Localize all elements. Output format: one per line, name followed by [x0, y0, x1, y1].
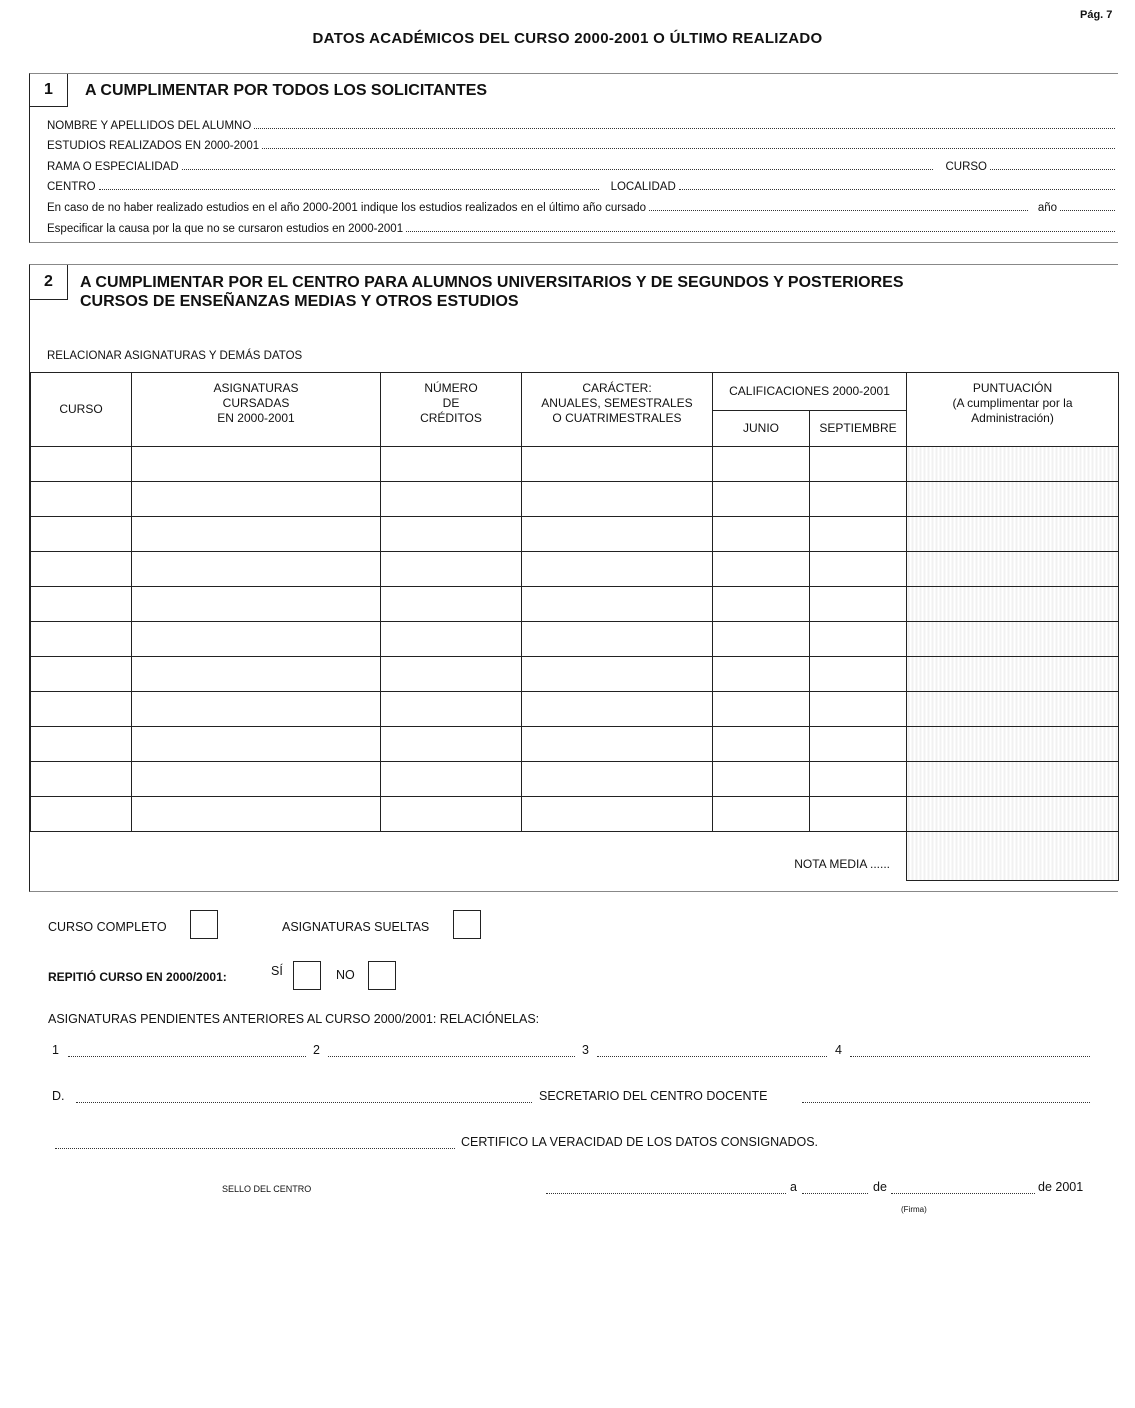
col-junio-header — [713, 411, 810, 447]
pendientes-label: ASIGNATURAS PENDIENTES ANTERIORES AL CURSO 2000/2001: RELACIÓNELAS: — [48, 1012, 540, 1026]
table-cell[interactable] — [132, 447, 381, 482]
col-calificaciones-header — [713, 373, 907, 411]
table-cell[interactable] — [907, 552, 1119, 587]
causa-dotted-line[interactable] — [406, 230, 1115, 232]
d-label: D. — [52, 1089, 65, 1103]
no-checkbox[interactable] — [368, 961, 396, 990]
table-cell[interactable] — [381, 657, 522, 692]
table-cell[interactable] — [31, 587, 132, 622]
si-label: SÍ — [271, 964, 283, 978]
table-cell[interactable] — [522, 552, 713, 587]
col-creditos-label-3: CRÉDITOS — [420, 411, 482, 425]
col-creditos-label-2: DE — [442, 396, 460, 410]
mes-line[interactable] — [891, 1192, 1035, 1194]
table-cell[interactable] — [132, 552, 381, 587]
col-caracter-label-2: ANUALES, SEMESTRALES — [541, 396, 693, 410]
table-cell[interactable] — [713, 587, 810, 622]
table-cell[interactable] — [907, 587, 1119, 622]
table-cell[interactable] — [522, 727, 713, 762]
col-creditos-label-1: NÚMERO — [424, 381, 478, 395]
dia-line[interactable] — [802, 1192, 868, 1194]
table-cell[interactable] — [381, 692, 522, 727]
table-cell[interactable] — [132, 482, 381, 517]
nota-media-label: NOTA MEDIA ...... — [794, 857, 890, 871]
estudios-field[interactable] — [47, 140, 1117, 152]
table-cell[interactable] — [713, 482, 810, 517]
table-cell[interactable] — [522, 447, 713, 482]
table-cell[interactable] — [810, 517, 907, 552]
table-cell[interactable] — [713, 517, 810, 552]
section-2-title-line1: A CUMPLIMENTAR POR EL CENTRO PARA ALUMNOS UNIVERSITARIOS Y DE SEGUNDOS Y POSTERIORES — [80, 274, 904, 291]
section-2 — [29, 264, 1118, 892]
table-cell[interactable] — [31, 447, 132, 482]
nombre-label: NOMBRE Y APELLIDOS DEL ALUMNO — [47, 120, 252, 132]
table-cell[interactable] — [132, 727, 381, 762]
curso-dotted-line[interactable] — [990, 168, 1115, 170]
pendiente-3-line[interactable] — [597, 1055, 827, 1057]
table-cell[interactable] — [132, 587, 381, 622]
section-1-title: A CUMPLIMENTAR POR TODOS LOS SOLICITANTES — [85, 82, 488, 99]
secretario-name-line[interactable] — [76, 1101, 532, 1103]
col-curso-header — [31, 373, 132, 447]
table-cell[interactable] — [522, 692, 713, 727]
table-cell[interactable] — [381, 587, 522, 622]
table-row — [31, 762, 1119, 797]
causa-field[interactable] — [47, 223, 1117, 235]
table-cell[interactable] — [381, 552, 522, 587]
table-cell[interactable] — [132, 797, 381, 832]
pendiente-1-number: 1 — [52, 1043, 59, 1057]
col-asignaturas-label-1: ASIGNATURAS — [213, 381, 299, 395]
col-septiembre-label: SEPTIEMBRE — [819, 421, 897, 435]
table-cell[interactable] — [810, 587, 907, 622]
table-cell[interactable] — [132, 692, 381, 727]
table-cell[interactable] — [907, 517, 1119, 552]
table-row — [31, 587, 1119, 622]
table-cell[interactable] — [522, 762, 713, 797]
table-cell[interactable] — [381, 762, 522, 797]
table-cell[interactable] — [907, 797, 1119, 832]
pendiente-4-number: 4 — [835, 1043, 842, 1057]
table-cell[interactable] — [132, 762, 381, 797]
table-cell[interactable] — [713, 692, 810, 727]
sello-label: SELLO DEL CENTRO — [222, 1184, 312, 1194]
nombre-field[interactable] — [47, 120, 1117, 132]
table-cell[interactable] — [31, 482, 132, 517]
table-cell[interactable] — [31, 797, 132, 832]
table-cell[interactable] — [907, 482, 1119, 517]
table-cell[interactable] — [810, 727, 907, 762]
table-cell[interactable] — [31, 762, 132, 797]
causa-label: Especificar la causa por la que no se cursaron estudios en 2000-2001 — [47, 223, 404, 235]
rama-field[interactable] — [47, 161, 1117, 173]
col-asignaturas-header — [132, 373, 381, 447]
table-cell[interactable] — [522, 587, 713, 622]
table-cell[interactable] — [132, 657, 381, 692]
firma-label: (Firma) — [901, 1205, 927, 1214]
asignaturas-sueltas-checkbox[interactable] — [453, 910, 481, 939]
col-puntuacion-header — [907, 373, 1119, 447]
section-1-number: 1 — [30, 74, 68, 107]
nota-media-value-cell[interactable] — [907, 832, 1119, 881]
table-cell[interactable] — [381, 622, 522, 657]
table-row — [31, 622, 1119, 657]
col-asignaturas-label-3: EN 2000-2001 — [217, 411, 295, 425]
table-row — [31, 657, 1119, 692]
col-caracter-label-1: CARÁCTER: — [582, 381, 652, 395]
table-cell[interactable] — [381, 797, 522, 832]
table-cell[interactable] — [907, 622, 1119, 657]
table-cell[interactable] — [907, 692, 1119, 727]
secretario-label: SECRETARIO DEL CENTRO DOCENTE — [539, 1089, 768, 1103]
table-cell[interactable] — [713, 797, 810, 832]
col-asignaturas-label-2: CURSADAS — [222, 396, 290, 410]
col-caracter-label-3: O CUATRIMESTRALES — [552, 411, 682, 425]
table-cell[interactable] — [522, 622, 713, 657]
a-label: a — [790, 1180, 797, 1194]
table-cell[interactable] — [810, 482, 907, 517]
col-calificaciones-label: CALIFICACIONES 2000-2001 — [729, 384, 890, 398]
table-row — [31, 552, 1119, 587]
table-row — [31, 482, 1119, 517]
col-caracter-header — [522, 373, 713, 447]
ultimo-cursado-field[interactable] — [47, 202, 1117, 214]
table-cell[interactable] — [810, 657, 907, 692]
table-cell[interactable] — [381, 482, 522, 517]
certifico-line[interactable] — [55, 1147, 455, 1149]
table-cell[interactable] — [132, 622, 381, 657]
curso-completo-checkbox[interactable] — [190, 910, 218, 939]
table-cell[interactable] — [522, 797, 713, 832]
si-checkbox[interactable] — [293, 961, 321, 990]
asignaturas-sueltas-label: ASIGNATURAS SUELTAS — [282, 920, 430, 934]
section-2-title-line2: CURSOS DE ENSEÑANZAS MEDIAS Y OTROS ESTUDIOS — [80, 293, 519, 310]
section-2-subheading: RELACIONAR ASIGNATURAS Y DEMÁS DATOS — [47, 350, 303, 362]
table-cell[interactable] — [713, 727, 810, 762]
nombre-dotted-line[interactable] — [254, 127, 1115, 129]
de-label: de — [873, 1180, 887, 1194]
repitio-label: REPITIÓ CURSO EN 2000/2001: — [48, 970, 227, 984]
table-row — [31, 692, 1119, 727]
table-cell[interactable] — [907, 657, 1119, 692]
centro-dotted-line[interactable] — [99, 188, 599, 190]
ultimo-cursado-label: En caso de no haber realizado estudios en el año 2000-2001 indique los estudios realizados en el último año cursado — [47, 202, 647, 214]
pendiente-2-line[interactable] — [328, 1055, 575, 1057]
section-2-number: 2 — [30, 265, 68, 300]
table-cell[interactable] — [810, 447, 907, 482]
centro-label: CENTRO — [47, 181, 96, 193]
col-junio-label: JUNIO — [743, 421, 779, 435]
table-cell[interactable] — [907, 762, 1119, 797]
localidad-label: LOCALIDAD — [610, 181, 676, 193]
pendiente-4-line[interactable] — [850, 1055, 1090, 1057]
table-row — [31, 797, 1119, 832]
estudios-label: ESTUDIOS REALIZADOS EN 2000-2001 — [47, 140, 260, 152]
table-cell[interactable] — [31, 657, 132, 692]
centro-field[interactable] — [47, 181, 1117, 193]
nota-media-cell — [31, 832, 907, 881]
page-title: DATOS ACADÉMICOS DEL CURSO 2000-2001 O ÚLTIMO REALIZADO — [312, 30, 823, 47]
rama-label: RAMA O ESPECIALIDAD — [47, 161, 179, 173]
col-curso-label: CURSO — [59, 402, 103, 416]
table-cell[interactable] — [31, 727, 132, 762]
table-cell[interactable] — [381, 447, 522, 482]
estudios-dotted-line[interactable] — [262, 147, 1115, 149]
table-cell[interactable] — [522, 517, 713, 552]
table-cell[interactable] — [381, 727, 522, 762]
table-cell[interactable] — [713, 622, 810, 657]
table-cell[interactable] — [810, 692, 907, 727]
page-number: Pág. 7 — [1080, 9, 1113, 21]
col-puntuacion-label-3: Administración) — [971, 411, 1054, 425]
certifico-label: CERTIFICO LA VERACIDAD DE LOS DATOS CONSIGNADOS. — [461, 1135, 819, 1149]
section-1 — [29, 73, 1118, 243]
subjects-table — [30, 372, 1119, 881]
col-puntuacion-label-2: (A cumplimentar por la — [952, 396, 1073, 410]
table-cell[interactable] — [713, 657, 810, 692]
table-row — [31, 727, 1119, 762]
pendiente-1-line[interactable] — [68, 1055, 306, 1057]
anio-dotted-line[interactable] — [1060, 209, 1115, 211]
col-septiembre-header — [810, 411, 907, 447]
table-cell[interactable] — [810, 622, 907, 657]
curso-completo-label: CURSO COMPLETO — [48, 920, 167, 934]
table-cell[interactable] — [810, 762, 907, 797]
table-cell[interactable] — [713, 552, 810, 587]
table-cell[interactable] — [522, 657, 713, 692]
table-cell[interactable] — [31, 517, 132, 552]
pendiente-2-number: 2 — [313, 1043, 320, 1057]
no-label: NO — [336, 968, 355, 982]
localidad-dotted-line[interactable] — [679, 188, 1115, 190]
table-cell[interactable] — [810, 797, 907, 832]
lugar-line[interactable] — [546, 1192, 786, 1194]
table-cell[interactable] — [810, 552, 907, 587]
table-cell[interactable] — [713, 762, 810, 797]
table-cell[interactable] — [132, 517, 381, 552]
table-cell[interactable] — [381, 517, 522, 552]
table-cell[interactable] — [31, 552, 132, 587]
table-cell[interactable] — [31, 692, 132, 727]
anio-label: año — [1037, 202, 1057, 214]
table-cell[interactable] — [713, 447, 810, 482]
col-puntuacion-label-1: PUNTUACIÓN — [972, 381, 1053, 395]
pendiente-3-number: 3 — [582, 1043, 589, 1057]
col-creditos-header — [381, 373, 522, 447]
table-cell[interactable] — [907, 727, 1119, 762]
table-cell[interactable] — [31, 622, 132, 657]
ultimo-cursado-dotted-line[interactable] — [649, 209, 1028, 211]
curso-label: CURSO — [945, 161, 987, 173]
rama-dotted-line[interactable] — [182, 168, 934, 170]
table-cell[interactable] — [522, 482, 713, 517]
table-row — [31, 447, 1119, 482]
de-2001-label: de 2001 — [1038, 1180, 1084, 1194]
table-row — [31, 517, 1119, 552]
table-cell[interactable] — [907, 447, 1119, 482]
centro-docente-line[interactable] — [802, 1101, 1090, 1103]
